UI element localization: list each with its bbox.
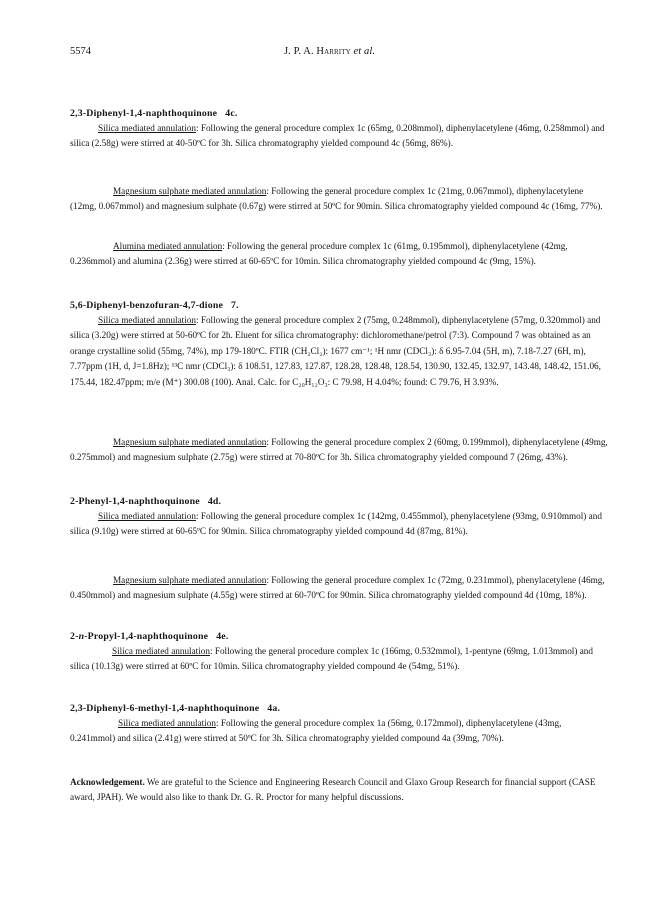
procedure-text: : Following the general procedure complex 2 (60mg, 0.199mmol), diphenylacetylene (49mg, 0.275mmol) and magnesium sulphate (2.75g) were stirred at 70-80ºC for 3h. Silica chromatography yielded compound 7 (26mg, 43%). <box>70 437 608 463</box>
procedure-text: : Following the general procedure complex 1c (61mg, 0.195mmol), diphenylacetylene (42mg, 0.236mmol) and alumina (2.36g) were stirred at 60-65ºC for 10min. Silica chromatography yielded compound 4c (9mg, 15%). <box>70 241 568 267</box>
procedure-paragraph <box>70 121 608 152</box>
section-compound-7-mgso4 <box>70 435 608 466</box>
procedure-text: : Following the general procedure complex 1c (21mg, 0.067mmol), diphenylacetylene (12mg, 0.067mmol) and magnesium sulphate (0.67g) were stirred at 50ºC for 90min. Silica chromatography yielded compound 4c (16mg, 77%). <box>70 186 603 212</box>
section-title <box>70 701 608 716</box>
method-heading: Alumina mediated annulation <box>113 241 223 251</box>
procedure-paragraph <box>70 509 608 540</box>
compound-name: -Propyl-1,4-naphthoquinone <box>84 631 209 642</box>
method-heading: Magnesium sulphate mediated annulation <box>113 575 267 585</box>
procedure-paragraph <box>70 435 608 466</box>
section-title <box>70 494 608 509</box>
procedure-text: : Following the general procedure complex 1c (166mg, 0.532mmol), 1-pentyne (69mg, 1.013mmol) and silica (10.13g) were stirred at 60ºC for 10min. Silica chromatography yielded compound 4e (54mg, 51%). <box>70 646 593 672</box>
compound-name: 2,3-Diphenyl-1,4-naphthoquinone <box>70 108 218 119</box>
compound-name: 2-Phenyl-1,4-naphthoquinone <box>70 496 200 507</box>
section-title <box>70 298 608 313</box>
section-compound-4d <box>70 494 608 540</box>
method-heading: Magnesium sulphate mediated annulation <box>113 186 267 196</box>
section-compound-4c <box>70 106 608 152</box>
section-compound-4d-mgso4 <box>70 573 608 604</box>
procedure-text: : Following the general procedure complex 1a (56mg, 0.172mmol), diphenylacetylene (43mg, 0.241mmol) and silica (2.41g) were stirred at 50ºC for 3h. Silica chromatography yielded compound 4a (39mg, 70%). <box>70 718 562 744</box>
method-heading: Silica mediated annulation <box>112 646 210 656</box>
procedure-text: : Following the general procedure complex 1c (72mg, 0.231mmol), phenylacetylene (46mg, 0.450mmol) and magnesium sulphate (4.55g) were stirred at 60-70ºC for 90min. Silica chromatography yielded compound 4d (10mg, 18%). <box>70 575 605 601</box>
procedure-paragraph <box>70 313 608 390</box>
section-compound-4c-alumina <box>70 239 608 270</box>
procedure-paragraph <box>70 716 608 747</box>
compound-name: 5,6-Diphenyl-benzofuran-4,7-dione <box>70 300 224 311</box>
authors-initials: J. P. A. <box>284 46 317 57</box>
compound-id: 4e. <box>216 631 229 642</box>
method-heading: Magnesium sulphate mediated annulation <box>113 437 267 447</box>
procedure-text: : Following the general procedure complex 1c (65mg, 0.208mmol), diphenylacetylene (46mg, 0.258mmol) and silica (2.58g) were stirred at 40-50ºC for 3h. Silica chromatography yielded compound 4c (56mg, 86%). <box>70 123 605 149</box>
authors-etal: et al. <box>350 46 376 57</box>
method-heading: Silica mediated annulation <box>98 123 196 133</box>
compound-id: 4c. <box>225 108 238 119</box>
procedure-paragraph <box>70 644 608 675</box>
procedure-paragraph <box>70 239 608 270</box>
section-title <box>70 106 608 121</box>
compound-name: 2,3-Diphenyl-6-methyl-1,4-naphthoquinone <box>70 703 260 714</box>
compound-id: 7. <box>231 300 239 311</box>
method-heading: Silica mediated annulation <box>118 718 216 728</box>
running-authors <box>284 44 375 59</box>
compound-name-prefix: 2- <box>70 631 79 642</box>
running-header <box>70 44 602 60</box>
procedure-text: : Following the general procedure complex 2 (75mg, 0.248mmol), diphenylacetylene (57mg, 0.320mmol) and silica (3.20g) were stirred at 50-60ºC for 2h. Eluent for silica chromatography: dichloromethane/petrol (7:3). Compound 7 was obtained as an orange crystalline solid (55mg, 74%), mp 179-180ºC. FTIR (CH₂Cl₂): 1677 cm⁻¹; ¹H nmr (CDCl₃): δ 6.95-7.04 (5H, m), 7.18-7.27 (6H, m), 7.77ppm (1H, d, J=1.8Hz); ¹³C nmr (CDCl₃): δ 108.51, 127.83, 127.87, 128.28, 128.48, 128.54, 130.90, 132.45, 132.97, 143.48, 148.42, 151.06, 175.44, 182.47ppm; m/e (M⁺) 300.08 (100). Anal. Calc. for C₂₀H₁₂O₃: C 79.98, H 4.04%; found: C 79.76, H 3.93%. <box>70 315 601 387</box>
section-compound-4e <box>70 629 608 675</box>
acknowledgement-text: We are grateful to the Science and Engineering Research Council and Glaxo Group Research for financial support (CASE award, JPAH). We would also like to thank Dr. G. R. Proctor for many helpful discussions. <box>70 777 596 803</box>
acknowledgement-section <box>70 775 608 806</box>
acknowledgement-label: Acknowledgement. <box>70 777 145 787</box>
compound-id: 4a. <box>267 703 281 714</box>
authors-surname: Harrity <box>316 46 351 57</box>
compound-name-italic: n <box>78 631 85 642</box>
acknowledgement-paragraph <box>70 775 608 806</box>
method-heading: Silica mediated annulation <box>98 511 196 521</box>
page-number: 5574 <box>70 46 91 57</box>
procedure-text: : Following the general procedure complex 1c (142mg, 0.455mmol), phenylacetylene (93mg, 0.910mmol) and silica (9.10g) were stirred at 60-65ºC for 90min. Silica chromatography yielded compound 4d (87mg, 81%). <box>70 511 602 537</box>
method-heading: Silica mediated annulation <box>98 315 196 325</box>
section-compound-4a <box>70 701 608 747</box>
procedure-paragraph <box>70 573 608 604</box>
section-compound-4c-mgso4 <box>70 184 608 215</box>
procedure-paragraph <box>70 184 608 215</box>
section-title <box>70 629 608 644</box>
section-compound-7 <box>70 298 608 390</box>
compound-id: 4d. <box>207 496 222 507</box>
